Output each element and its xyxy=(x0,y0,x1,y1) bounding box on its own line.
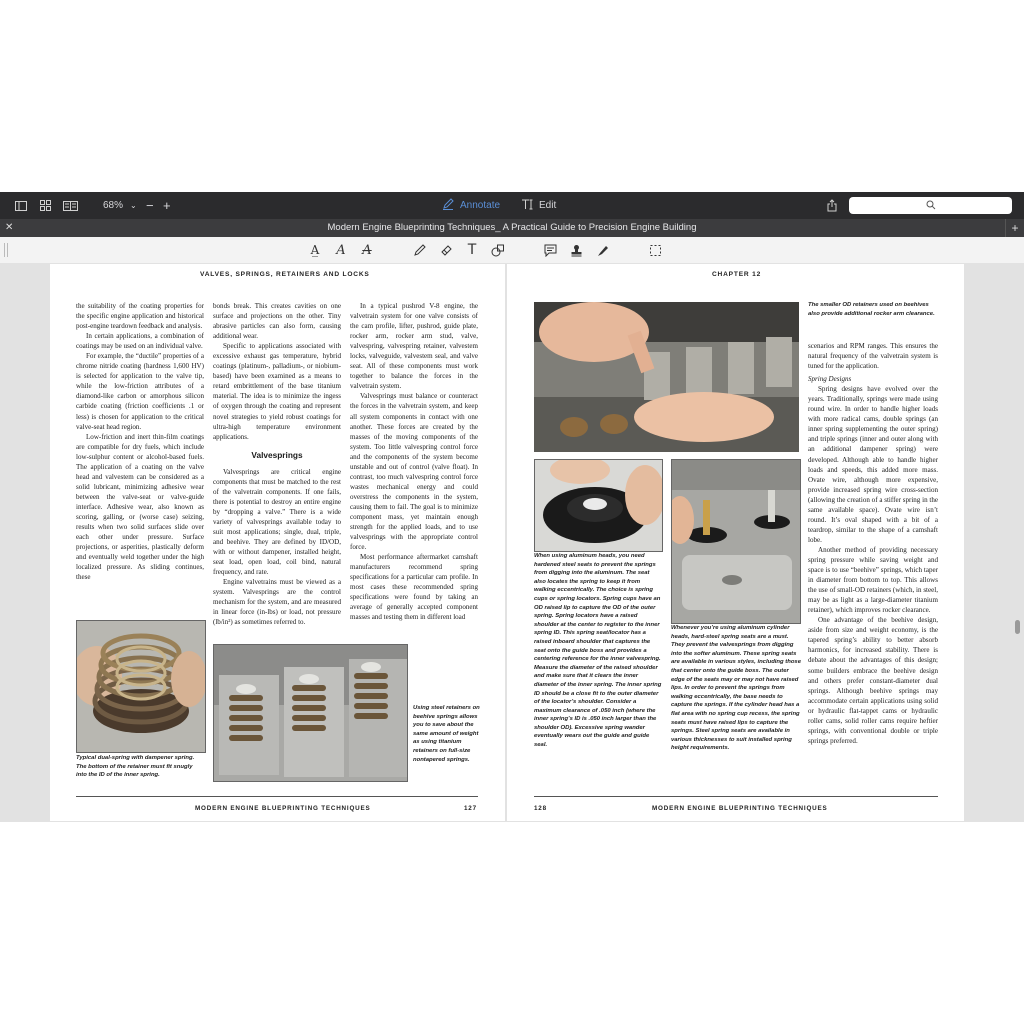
annotation-toolbar xyxy=(0,237,1024,264)
main-toolbar xyxy=(0,192,1024,219)
document-title: Modern Engine Blueprinting Techniques_ A Practical Guide to Precision Engine Building xyxy=(327,222,697,233)
zoom-level: 68% xyxy=(103,200,124,211)
share-icon[interactable] xyxy=(827,192,837,219)
text-column-3 xyxy=(350,301,478,623)
document-tab-bar xyxy=(0,219,1024,237)
annotate-pen-icon xyxy=(442,198,454,213)
caption: Whenever you’re using aluminum cylinder heads, hard-steel spring seats are a must. They prevent the valvesprings from digging into the softer aluminum. These spring seats are available in various styles, including those that center onto the guide boss. The outer edge of the seats may or may not have raised lips. In order to prevent the springs from walking eccentrically, the base needs to capture the springs. If the cylinder head has a flat area with no spring cup recess, the spring seats must have raised lips to capture the springs. Steel spring seats are available in various thicknesses to suit installed spring height requirements. xyxy=(671,625,801,752)
text-column-right xyxy=(808,341,938,746)
running-head: CHAPTER 12 xyxy=(712,271,762,278)
paragraph: Valvesprings must balance or counteract the forces in the valvetrain system, and keep all system components in contact with one another. These forces are created by the masses of the moving components of the system. Too little valvespring control force and the components of the system become unstable and out of control (valve float). In contrast, too much valvespring control force wastes mechanical energy and could overstress the components in the system, causing them to fail. The goal is to minimize component mass, yet maintain enough strength for the applied loads, and to use valvesprings with the appropriate control force. xyxy=(350,392,478,552)
vertical-scrollbar[interactable] xyxy=(1015,620,1020,634)
spring-seat-photo xyxy=(534,459,663,552)
paragraph: bonds break. This creates cavities on one surface and projections on the other. Tiny abrasive particles can also form, causing additional wear. xyxy=(213,302,341,341)
search-input[interactable] xyxy=(849,197,1012,214)
paragraph: scenarios and RPM ranges. This ensures the natural frequency of the valvetrain system is tuned for the application. xyxy=(808,342,938,371)
edit-mode-button[interactable] xyxy=(521,192,556,219)
two-page-view-icon[interactable] xyxy=(63,192,78,219)
footer-rule xyxy=(534,796,938,797)
caption: Typical dual-spring with dampener spring. The bottom of the retainer must fit snugly into the ID of the inner spring. xyxy=(76,755,195,779)
edit-text-icon xyxy=(521,199,533,213)
note-icon[interactable] xyxy=(541,241,559,259)
page-number: 127 xyxy=(464,805,477,812)
footer-rule xyxy=(76,796,478,797)
pencil-icon[interactable] xyxy=(410,241,428,259)
plus-icon: + xyxy=(163,198,171,213)
paragraph: For example, the “ductile” properties of a chrome nitride coating (hardness 1,600 HV) is selected for application to the valve tip, while the low-friction attributes of a diamond-like carbon or amorphous silicon carbide coating (friction coefficients .1 or less) is chosen for application to the critical valve-seat head region. xyxy=(76,352,204,431)
page-127 xyxy=(50,264,505,821)
close-tab-button[interactable]: ✕ xyxy=(5,222,14,233)
paragraph: the suitability of the coating properties for the specific engine application and historical post-engine teardown feedback and analysis. xyxy=(76,302,204,331)
section-heading: Valvesprings xyxy=(251,449,303,460)
beehive-springs-photo xyxy=(213,644,408,782)
strikethrough-text-icon[interactable]: A xyxy=(362,242,372,258)
paragraph: Specific to applications associated with excessive exhaust gas temperature, hybrid coatings (platinum-, palladium-, or niobium-based) have been examined as a means to retard embrittlement of the base titanium material. The idea is to minimize the ingess of oxygen through the coating and represent novel strategies to yield robust coatings for ultra-high temperature environment applications. xyxy=(213,342,341,441)
running-head: VALVES, SPRINGS, RETAINERS AND LOCKS xyxy=(200,271,370,278)
shapes-icon[interactable] xyxy=(489,241,507,259)
minus-icon: − xyxy=(146,198,154,213)
zoom-in-button[interactable] xyxy=(163,192,171,219)
annotate-mode-button[interactable] xyxy=(442,192,500,219)
paragraph: Spring designs have evolved over the years. Traditionally, springs were made using round wire. In order to handle higher loads with more radical cams, double springs (an inner spring supplementing the outer spring) and triple springs (inner and outer along with an additional dampener spring) were developed. Although able to handle higher loads and speeds, this added more mass. Ovate wire, although more expensive, provide increased spring wire cross-section (allowing the creation of a stiffer spring in the same available space). Ovate wire isn’t round. It’s oval shaped with a bit of a teardrop, similar to the shape of a camshaft lobe. xyxy=(808,385,938,544)
page-number: 128 xyxy=(534,805,547,812)
sidebar-toggle-icon[interactable] xyxy=(15,192,27,219)
paragraph: Most performance aftermarket camshaft manufacturers recommend spring specifications for a particular cam profile. In most cases these recommended spring specifications were found by taking an average of generally accepted component masses and testing them in different load xyxy=(350,553,478,622)
new-tab-button[interactable]: + xyxy=(1005,219,1024,237)
dual-spring-photo xyxy=(76,620,206,753)
stamp-icon[interactable] xyxy=(567,241,585,259)
caption: When using aluminum heads, you need hardened steel seats to prevent the springs from digging into the aluminum. The seat also locates the spring to keep it from walking eccentrically. The choice is spring cups or spring locators. Spring cups have an OD raised lip to capture the OD of the outer spring. Spring locators have a raised shoulder at the center to register to the inner spring ID. This spring seat/locator has a raised inboard shoulder that captures the seat onto the guide boss and provides a centering reference for the inner valvespring. Measure the diameter of the raised shoulder and make sure that it clears the inner diameter of the inner spring. The inner spring ID should be a close fit to the outer diameter of the locator’s shoulder. Consider a maximum clearance of .050 inch (where the inner spring’s ID is .050 inch larger than the shoulder OD). Excessive spring wander eventually wears out the guide and guide seal. xyxy=(534,553,662,749)
search-icon xyxy=(926,197,936,215)
thumbnail-grid-icon[interactable] xyxy=(40,192,51,219)
annotation-bar-handle xyxy=(4,243,8,257)
annotate-label: Annotate xyxy=(460,200,501,211)
section-heading: Spring Designs xyxy=(808,375,852,384)
eraser-icon[interactable] xyxy=(437,241,455,259)
text-box-icon[interactable]: T xyxy=(467,242,477,258)
paragraph: In a typical pushrod V-8 engine, the valvetrain system for one valve consists of the cam profile, lifter, pushrod, guide plate, rocker arm, rocker arm stud, valve, valvespring, valvespring retainer, valvestem locks, valveguide, valvestem seal, and valve seat. All of these components must work together to balance the forces in the valvetrain system. xyxy=(350,302,478,391)
rocker-arm-photo xyxy=(534,302,799,452)
paragraph: Engine valvetrains must be viewed as a system. Valvesprings are the control mechanism for the system, and are measured in linear force (in-lbs) or load, not pressure (lb/in²) as sometimes referred to. xyxy=(213,578,341,627)
paragraph: Low-friction and inert thin-film coatings are compatible for dry fuels, which include low-sulphur content or alcohol-based fuels. The application of a coating on the valve head and valvestem can be considered as a solid lubricant, minimizing adhesive wear between the valve-seat or valve-guide interface. Adhesive wear, also known as scoring, galling, or (worse case) seizing, results when two solid surfaces slide over each other under pressure. Surface projections, or asperities, plastically deform and eventually weld together under the high localized pressure. As sliding continues, these xyxy=(76,432,204,582)
paragraph: In certain applications, a combination of coatings may be used on an individual valve. xyxy=(76,332,204,351)
zoom-select[interactable] xyxy=(103,192,137,219)
caption: The smaller OD retainers used on beehives also provide additional rocker arm clearance. xyxy=(808,302,935,317)
paragraph: Another method of providing necessary spring pressure while saving weight and space is to use “beehive” springs, which taper in diameter from bottom to top. This allows the use of small-OD retainers (which, in steel, may be as light as a large-diameter titanium retainer), which improves rocker clearance. xyxy=(808,545,938,615)
footer-title: MODERN ENGINE BLUEPRINTING TECHNIQUES xyxy=(195,805,371,812)
edit-label: Edit xyxy=(539,200,557,211)
text-column-2 xyxy=(213,301,341,627)
paragraph: Valvesprings are critical engine components that must be matched to the rest of the valvetrain components. If one fails, there is potential to destroy an entire engine by “dropping a valve.” There is a wide variety of valvesprings available today to suit most applications; single, dual, triple, and beehive. They are defined by ID/OD, with or without dampener, installed height, seat load, open load, coil bind, natural frequency, and rate. xyxy=(213,467,341,577)
signature-icon[interactable] xyxy=(593,241,611,259)
text-style-icon[interactable]: A̲ xyxy=(310,243,320,257)
caption: Using steel retainers on beehive springs allows you to save about the same amount of weight as using titanium retainers on full-size nontapered springs. xyxy=(413,705,480,763)
zoom-out-button[interactable] xyxy=(146,192,154,219)
highlight-text-icon[interactable]: A xyxy=(336,242,346,258)
text-column-1 xyxy=(76,301,204,582)
select-region-icon[interactable] xyxy=(646,241,664,259)
aluminum-head-spring-seats-photo xyxy=(671,459,801,624)
paragraph: One advantage of the beehive design, aside from size and weight economy, is the tapered spring’s ability to better absorb harmonics, for increased stability. There is debate about the advantages of this design; some builders embrace the beehive design and others prefer constant-diameter dual springs. Although beehive springs may accommodate certain applications using solid or hydraulic flat-tappet cams or hydraulic roller cams, solid roller cams require heftier springs, with conventional double or triple springs preferred. xyxy=(808,616,938,745)
chevron-down-icon: ⌄ xyxy=(130,201,137,210)
page-128 xyxy=(507,264,964,821)
footer-title: MODERN ENGINE BLUEPRINTING TECHNIQUES xyxy=(652,805,828,812)
